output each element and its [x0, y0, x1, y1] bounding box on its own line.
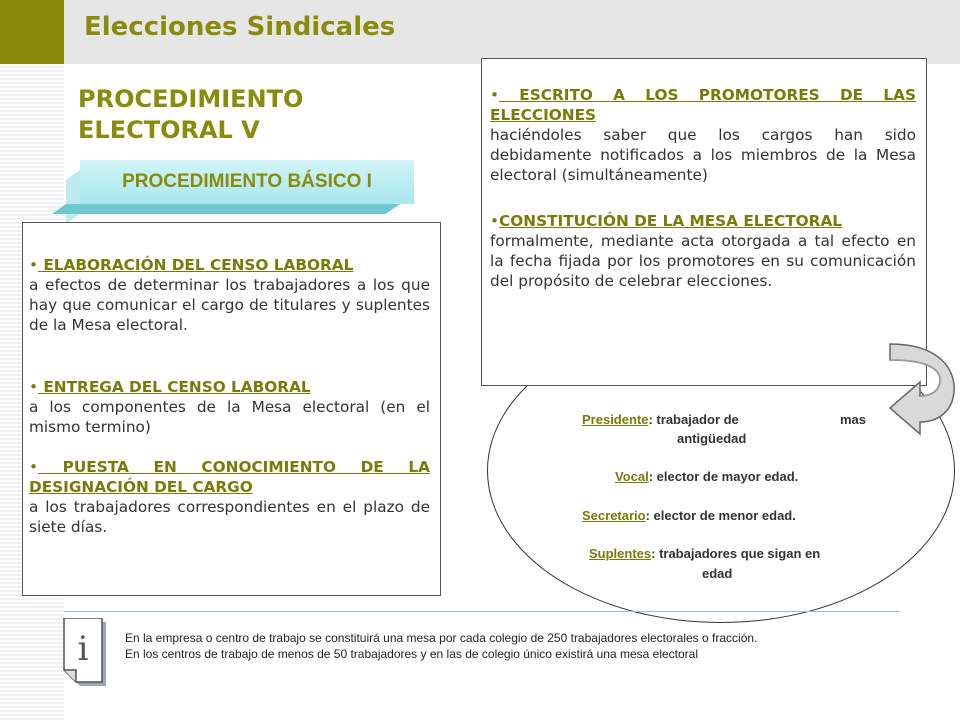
- footer-divider: [64, 611, 900, 612]
- basic-procedure-label: PROCEDIMIENTO BÁSICO I: [122, 171, 372, 192]
- svg-text:i: i: [77, 629, 89, 669]
- header-title: Elecciones Sindicales: [84, 12, 396, 42]
- step-heading: ESCRITO A LOS PROMOTORES DE LAS ELECCIONES: [490, 86, 916, 124]
- basic-procedure-banner: [80, 160, 414, 204]
- step-heading: CONSTITUCIÓN DE LA MESA ELECTORAL: [499, 212, 843, 230]
- page-title: [78, 84, 303, 146]
- mesa-presidente-line2: antigüedad: [677, 431, 747, 446]
- mesa-presidente-extra: mas: [840, 412, 867, 427]
- mesa-suplentes-line2: edad: [702, 566, 733, 581]
- mesa-presidente: Presidente: trabajador de: [582, 412, 739, 427]
- info-icon: [62, 618, 112, 688]
- page-title-line2: ELECTORAL V: [78, 116, 260, 144]
- mesa-secretario: Secretario: elector de menor edad.: [582, 508, 796, 523]
- step-heading: ENTREGA DEL CENSO LABORAL: [38, 378, 311, 396]
- step-item: • PUESTA EN CONOCIMIENTO DE LA DESIGNACIÓN DEL CARGO a los trabajadores correspondientes en el plazo de siete días.: [29, 458, 430, 536]
- curved-arrow-icon: [880, 330, 960, 440]
- step-text: haciéndoles saber que los cargos han sido debidamente notificados a los miembros de la Mesa electoral (simultáneamente): [490, 126, 916, 184]
- right-steps-box: [481, 58, 927, 386]
- footnote-line2: En los centros de trabajo de menos de 50 trabajadores y en las de colegio único existirá una mesa electoral: [125, 647, 699, 661]
- page-title-line1: PROCEDIMIENTO: [78, 85, 304, 113]
- header-accent: [0, 0, 64, 64]
- step-heading: PUESTA EN CONOCIMIENTO DE LA DESIGNACIÓN DEL CARGO: [29, 458, 430, 496]
- step-item: • ELABORACIÓN DEL CENSO LABORAL a efectos de determinar los trabajadores a los que hay que comunicar el cargo de titulares y suplentes de la Mesa electoral.: [29, 256, 430, 334]
- step-text: a los trabajadores correspondientes en el plazo de siete días.: [29, 498, 430, 536]
- step-text: a los componentes de la Mesa electoral (en el mismo termino): [29, 398, 430, 436]
- left-steps-box: [22, 222, 441, 596]
- step-text: formalmente, mediante acta otorgada a tal efecto en la fecha fijada por los promotores en su comunicación del propósito de celebrar elecciones.: [490, 232, 916, 290]
- footnote-line1: En la empresa o centro de trabajo se constituirá una mesa por cada colegio de 250 trabajadores electorales o fracción.: [125, 631, 758, 645]
- mesa-suplentes: Suplentes: trabajadores que sigan en: [589, 546, 821, 561]
- mesa-vocal: Vocal: elector de mayor edad.: [615, 469, 799, 484]
- step-heading: ELABORACIÓN DEL CENSO LABORAL: [38, 256, 354, 274]
- step-item: • ENTREGA DEL CENSO LABORAL a los componentes de la Mesa electoral (en el mismo termino): [29, 378, 430, 436]
- step-item: • ESCRITO A LOS PROMOTORES DE LAS ELECCIONES haciéndoles saber que los cargos han sido debidamente notificados a los miembros de la Mesa electoral (simultáneamente): [490, 86, 916, 184]
- step-item: •CONSTITUCIÓN DE LA MESA ELECTORAL formalmente, mediante acta otorgada a tal efecto en la fecha fijada por los promotores en su comunicación del propósito de celebrar elecciones.: [490, 212, 916, 290]
- footnote: [125, 630, 757, 662]
- step-text: a efectos de determinar los trabajadores a los que hay que comunicar el cargo de titulares y suplentes de la Mesa electoral.: [29, 276, 430, 334]
